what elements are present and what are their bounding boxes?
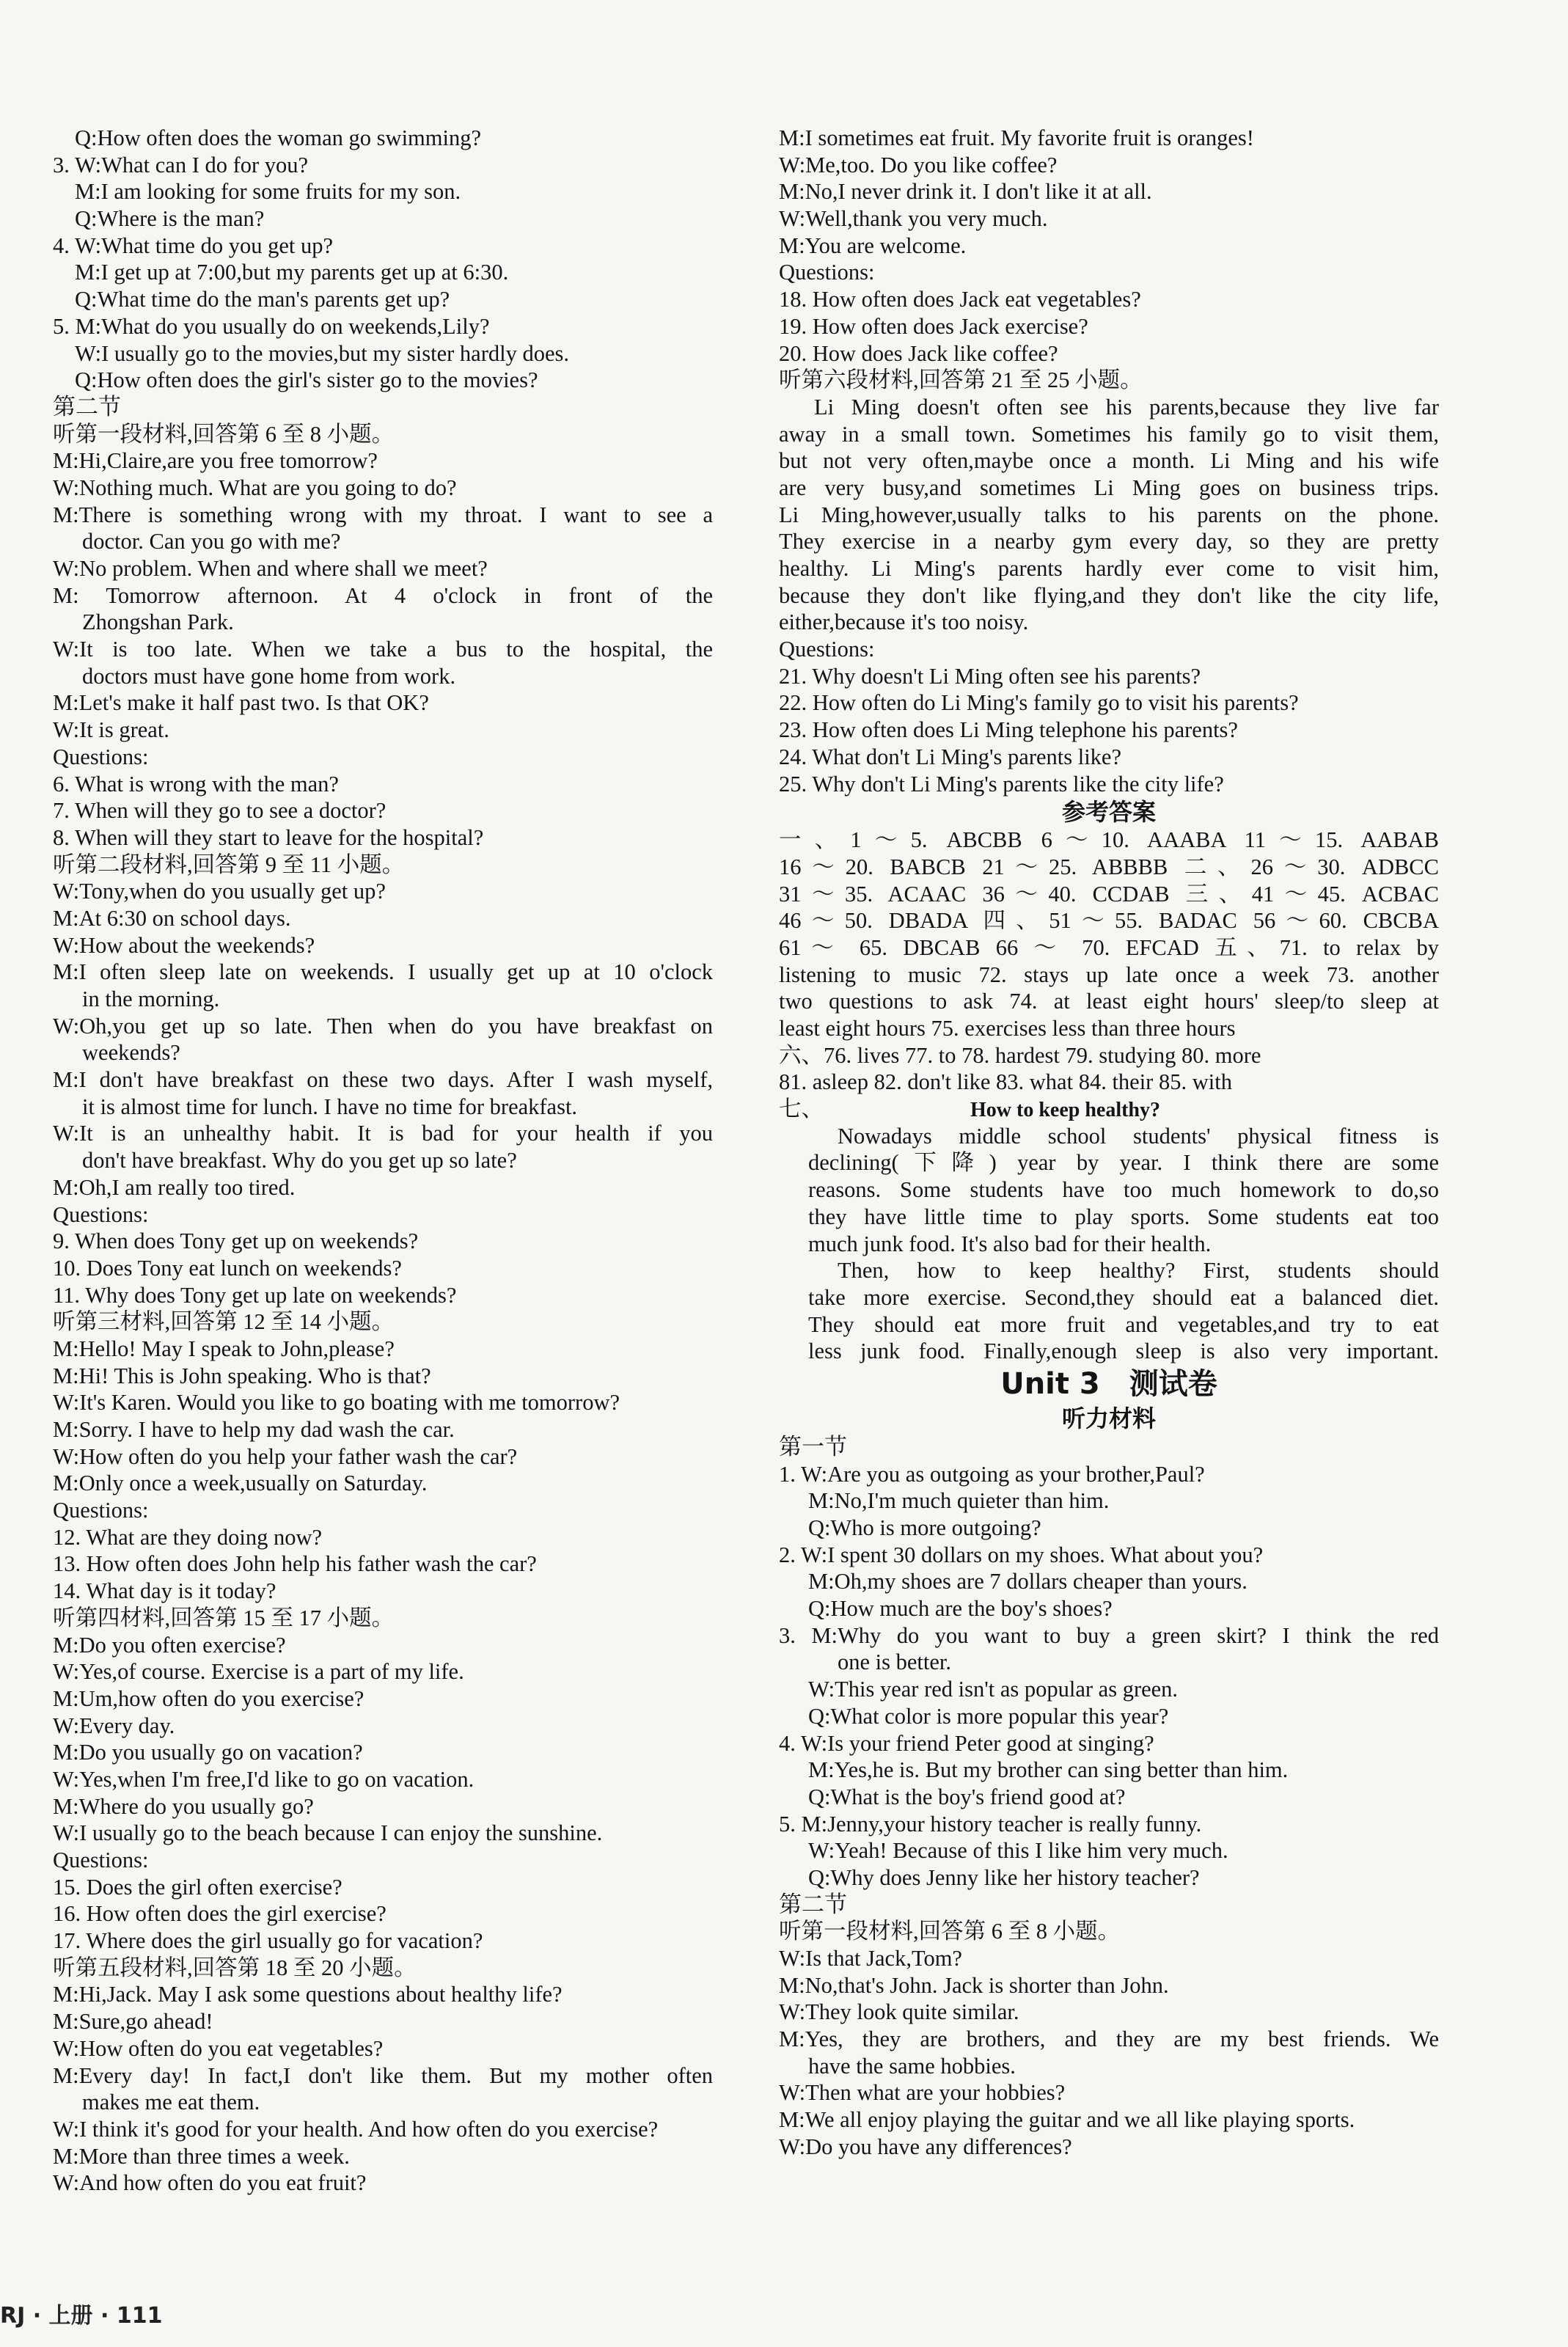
text-line: 第二节 xyxy=(53,393,121,420)
text-line: M:Oh,I am really too tired. xyxy=(53,1174,296,1200)
text-line: Questions: xyxy=(779,637,875,662)
text-line: M:Um,how often do you exercise? xyxy=(53,1685,364,1711)
text-line: 61～ 65. DBCAB 66 ～ 70. EFCAD 五、71. to relax by xyxy=(779,934,1439,960)
text-line: Questions: xyxy=(779,260,875,285)
text-line: have the same hobbies. xyxy=(808,2053,1016,2079)
text-line: W:Nothing much. What are you going to do? xyxy=(53,475,457,500)
text-line: They should eat more fruit and vegetables,and try to eat xyxy=(808,1311,1439,1337)
text-line: 25. Why don't Li Ming's parents like the city life? xyxy=(779,771,1224,797)
text-line: W:Oh,you get up so late. Then when do you have breakfast on xyxy=(53,1013,713,1039)
text-line: 14. What day is it today? xyxy=(53,1578,276,1604)
unit3-listening-script xyxy=(779,1434,1439,2161)
text-line: M:There is something wrong with my throat. I want to see a xyxy=(53,502,713,527)
text-line: M:Sure,go ahead! xyxy=(53,2009,213,2035)
unit-heading: Unit 3 测试卷 xyxy=(1000,1366,1217,1401)
text-line: Nowadays middle school students' physical fitness is xyxy=(838,1123,1439,1149)
text-line: M:Sorry. I have to help my dad wash the car. xyxy=(53,1417,455,1442)
text-line: M:Yes, they are brothers, and they are my best friends. We xyxy=(779,2026,1439,2052)
listening-heading: 听力材料 xyxy=(1061,1404,1156,1432)
text-line: 31～35. ACAAC 36～40. CCDAB 三、41～45. ACBAC xyxy=(779,881,1439,907)
text-line: W:It is too late. When we take a bus to the hospital, the xyxy=(53,637,713,662)
text-line: W:Yes,when I'm free,I'd like to go on vacation. xyxy=(53,1766,475,1792)
text-line: 17. Where does the girl usually go for vacation? xyxy=(53,1928,483,1954)
text-line: either,because it's too noisy. xyxy=(779,609,1029,635)
text-line: because they don't like flying,and they don't like the city life, xyxy=(779,582,1439,608)
text-line: Q:How often does the girl's sister go to the movies? xyxy=(75,367,538,393)
text-line: M: Tomorrow afternoon. At 4 o'clock in front of the xyxy=(53,582,713,608)
text-line: 5. M:What do you usually do on weekends,Lily? xyxy=(53,313,490,339)
text-line: doctor. Can you go with me? xyxy=(82,529,341,554)
text-line: M:No,I'm much quieter than him. xyxy=(808,1488,1110,1514)
text-line: M:I don't have breakfast on these two days. After I wash myself, xyxy=(53,1067,713,1093)
text-line: Zhongshan Park. xyxy=(82,609,234,635)
text-line: Questions: xyxy=(53,744,149,769)
text-line: Q:What color is more popular this year? xyxy=(808,1703,1169,1729)
text-line: weekends? xyxy=(82,1040,180,1066)
text-line: 21. Why doesn't Li Ming often see his parents? xyxy=(779,663,1201,689)
text-line: M:Hi,Jack. May I ask some questions about healthy life? xyxy=(53,1982,563,2007)
text-line: 听第六段材料,回答第 21 至 25 小题。 xyxy=(779,367,1143,393)
text-line: 16. How often does the girl exercise? xyxy=(53,1901,386,1927)
text-line: M:Hello! May I speak to John,please? xyxy=(53,1336,395,1361)
text-line: reasons. Some students have too much homework to do,so xyxy=(808,1177,1439,1203)
text-line: 听第四材料,回答第 15 至 17 小题。 xyxy=(53,1605,395,1630)
text-line: 22. How often do Li Ming's family go to visit his parents? xyxy=(779,690,1299,716)
text-line: Q:What is the boy's friend good at? xyxy=(808,1784,1126,1809)
text-line: W:Is that Jack,Tom? xyxy=(779,1946,962,1971)
text-line: doctors must have gone home from work. xyxy=(82,663,456,689)
text-line: Q:What time do the man's parents get up? xyxy=(75,287,450,312)
text-line: healthy. Li Ming's parents hardly ever come to visit him, xyxy=(779,556,1439,581)
text-line: 1. W:Are you as outgoing as your brother,Paul? xyxy=(779,1461,1205,1487)
text-line: less junk food. Finally,enough sleep is also very important. xyxy=(808,1339,1439,1364)
text-line: away in a small town. Sometimes his family go to visit them, xyxy=(779,421,1439,447)
text-line: W:It is great. xyxy=(53,717,169,743)
text-line: Questions: xyxy=(53,1848,149,1872)
text-line: Q:How much are the boy's shoes? xyxy=(808,1596,1113,1622)
text-line: two questions to ask 74. at least eight hours' sleep/to sleep at xyxy=(779,989,1439,1014)
text-line: W:I usually go to the movies,but my sister hardly does. xyxy=(75,340,570,366)
essay-section-marker: 七、 xyxy=(779,1096,824,1122)
text-line: 第一节 xyxy=(779,1433,847,1460)
text-line: M:You are welcome. xyxy=(779,232,967,258)
text-line: W:It's Karen. Would you like to go boating with me tomorrow? xyxy=(53,1390,620,1416)
text-line: makes me eat them. xyxy=(82,2090,260,2115)
text-line: W:Do you have any differences? xyxy=(779,2134,1072,2159)
text-line: W:How about the weekends? xyxy=(53,932,315,958)
text-line: M:Hi,Claire,are you free tomorrow? xyxy=(53,448,378,474)
answers-heading: 参考答案 xyxy=(1061,798,1156,827)
text-line: W:I usually go to the beach because I can enjoy the sunshine. xyxy=(53,1820,603,1846)
text-line: Li Ming,however,usually talks to his parents on the phone. xyxy=(779,502,1439,527)
text-line: W:Tony,when do you usually get up? xyxy=(53,879,386,904)
text-line: W:How often do you eat vegetables? xyxy=(53,2035,384,2061)
text-line: don't have breakfast. Why do you get up so late? xyxy=(82,1148,517,1174)
text-line: M:Where do you usually go? xyxy=(53,1793,314,1819)
text-line: M:No,I never drink it. I don't like it at all. xyxy=(779,179,1152,205)
text-line: M:I get up at 7:00,but my parents get up at 6:30. xyxy=(75,260,509,285)
text-line: M:We all enjoy playing the guitar and we all like playing sports. xyxy=(779,2107,1355,2133)
text-line: 六、76. lives 77. to 78. hardest 79. studying 80. more xyxy=(779,1042,1261,1068)
essay-title-line xyxy=(779,1096,1439,1123)
text-line: M:Let's make it half past two. Is that OK? xyxy=(53,690,429,716)
text-line: Li Ming doesn't often see his parents,because they live far xyxy=(814,394,1439,420)
text-line: Q:Where is the man? xyxy=(75,206,265,232)
text-line: Questions: xyxy=(53,1201,149,1227)
text-line: W:How often do you help your father wash the car? xyxy=(53,1443,518,1469)
text-line: but not very often,maybe once a month. Li Ming and his wife xyxy=(779,448,1439,474)
text-line: 7. When will they go to see a doctor? xyxy=(53,798,386,824)
text-line: M:Oh,my shoes are 7 dollars cheaper than yours. xyxy=(808,1569,1248,1594)
text-line: 46～50. DBADA 四、51～55. BADAC 56～60. CBCBA xyxy=(779,908,1439,934)
text-line: M:Yes,he is. But my brother can sing better than him. xyxy=(808,1757,1289,1783)
text-line: M:Do you usually go on vacation? xyxy=(53,1740,363,1765)
text-line: declining(下降) year by year. I think there are some xyxy=(808,1150,1439,1176)
text-line: W:They look quite similar. xyxy=(779,1999,1019,2025)
text-line: W:Yeah! Because of this I like him very much. xyxy=(808,1838,1228,1864)
text-line: M:I am looking for some fruits for my son. xyxy=(75,179,461,205)
text-line: 11. Why does Tony get up late on weekends? xyxy=(53,1282,457,1308)
text-line: Q:How often does the woman go swimming? xyxy=(75,125,482,150)
text-line: W:No problem. When and where shall we meet? xyxy=(53,556,488,581)
text-line: 第二节 xyxy=(779,1891,847,1917)
listening-script-continued xyxy=(779,125,1439,797)
text-line: 一、1～5. ABCBB 6～10. AAABA 11～15. AABAB xyxy=(779,827,1439,853)
text-line: much junk food. It's also bad for their health. xyxy=(808,1231,1212,1256)
text-line: M:I often sleep late on weekends. I usually get up at 10 o'clock xyxy=(53,959,713,985)
text-line: Then, how to keep healthy? First, students should xyxy=(838,1258,1439,1284)
text-line: 23. How often does Li Ming telephone his parents? xyxy=(779,717,1238,743)
text-line: listening to music 72. stays up late once a week 73. another xyxy=(779,962,1439,987)
text-line: 9. When does Tony get up on weekends? xyxy=(53,1229,419,1254)
text-line: M:Do you often exercise? xyxy=(53,1632,286,1658)
text-line: 16～20. BABCB 21～25. ABBBB 二、26～30. ADBCC xyxy=(779,854,1439,879)
text-line: M:Hi! This is John speaking. Who is that? xyxy=(53,1363,431,1388)
text-line: 15. Does the girl often exercise? xyxy=(53,1874,342,1900)
text-line: 81. asleep 82. don't like 83. what 84. their 85. with xyxy=(779,1069,1232,1095)
essay-body xyxy=(779,1123,1439,1365)
text-line: W:Me,too. Do you like coffee? xyxy=(779,152,1058,177)
text-line: 20. How does Jack like coffee? xyxy=(779,340,1058,366)
text-line: they have little time to play sports. Some students eat too xyxy=(808,1204,1439,1229)
text-line: 听第二段材料,回答第 9 至 11 小题。 xyxy=(53,852,405,877)
right-column xyxy=(779,125,1439,2161)
answer-key xyxy=(779,827,1439,1096)
text-line: 24. What don't Li Ming's parents like? xyxy=(779,744,1122,769)
text-line: 听第五段材料,回答第 18 至 20 小题。 xyxy=(53,1955,417,1980)
text-line: W:And how often do you eat fruit? xyxy=(53,2170,367,2196)
text-line: 10. Does Tony eat lunch on weekends? xyxy=(53,1255,402,1281)
page-footer: RJ · 上册 · 111 xyxy=(0,2303,163,2329)
text-line: take more exercise. Second,they should eat a balanced diet. xyxy=(808,1284,1439,1310)
text-line: 2. W:I spent 30 dollars on my shoes. What about you? xyxy=(779,1542,1264,1567)
text-line: W:It is an unhealthy habit. It is bad for your health if you xyxy=(53,1121,713,1146)
text-line: are very busy,and sometimes Li Ming goes on business trips. xyxy=(779,475,1439,500)
text-line: 12. What are they doing now? xyxy=(53,1524,323,1550)
text-line: 4. W:Is your friend Peter good at singing? xyxy=(779,1730,1154,1756)
text-line: 5. M:Jenny,your history teacher is really funny. xyxy=(779,1811,1202,1837)
text-line: 4. W:What time do you get up? xyxy=(53,232,334,258)
left-column xyxy=(53,125,713,2197)
text-line: W:Well,thank you very much. xyxy=(779,206,1048,232)
essay-title: How to keep healthy? xyxy=(970,1099,1160,1122)
text-line: Q:Who is more outgoing? xyxy=(808,1515,1041,1540)
text-line: in the morning. xyxy=(82,986,220,1011)
text-line: M:Only once a week,usually on Saturday. xyxy=(53,1471,428,1496)
text-line: M:More than three times a week. xyxy=(53,2143,350,2169)
text-line: They exercise in a nearby gym every day, so they are pretty xyxy=(779,529,1439,554)
text-line: 3. M:Why do you want to buy a green skirt? I think the red xyxy=(779,1622,1439,1648)
text-line: 3. W:What can I do for you? xyxy=(53,152,309,177)
text-line: M:At 6:30 on school days. xyxy=(53,905,291,931)
text-line: W:Then what are your hobbies? xyxy=(779,2080,1066,2106)
text-line: one is better. xyxy=(838,1650,952,1675)
text-line: Q:Why does Jenny like her history teacher? xyxy=(808,1864,1200,1890)
text-line: 听第三材料,回答第 12 至 14 小题。 xyxy=(53,1309,395,1335)
text-line: M:No,that's John. Jack is shorter than John. xyxy=(779,1972,1169,1998)
text-line: W:I think it's good for your health. And how often do you exercise? xyxy=(53,2116,659,2142)
text-line: 听第一段材料,回答第 6 至 8 小题。 xyxy=(779,1919,1121,1944)
text-line: 18. How often does Jack eat vegetables? xyxy=(779,287,1141,312)
text-line: M:Every day! In fact,I don't like them. But my mother often xyxy=(53,2062,713,2088)
text-line: W:Every day. xyxy=(53,1713,175,1738)
text-line: W:Yes,of course. Exercise is a part of my life. xyxy=(53,1659,464,1685)
text-line: W:This year red isn't as popular as green. xyxy=(808,1677,1179,1702)
text-line: 13. How often does John help his father wash the car? xyxy=(53,1551,537,1577)
text-line: 听第一段材料,回答第 6 至 8 小题。 xyxy=(53,421,395,447)
text-line: 8. When will they start to leave for the hospital? xyxy=(53,824,484,850)
text-line: 6. What is wrong with the man? xyxy=(53,771,339,797)
text-line: least eight hours 75. exercises less than three hours xyxy=(779,1016,1236,1041)
text-line: 19. How often does Jack exercise? xyxy=(779,313,1088,339)
text-line: Questions: xyxy=(53,1498,149,1523)
text-line: M:I sometimes eat fruit. My favorite fruit is oranges! xyxy=(779,125,1254,150)
text-line: it is almost time for lunch. I have no time for breakfast. xyxy=(82,1094,578,1119)
